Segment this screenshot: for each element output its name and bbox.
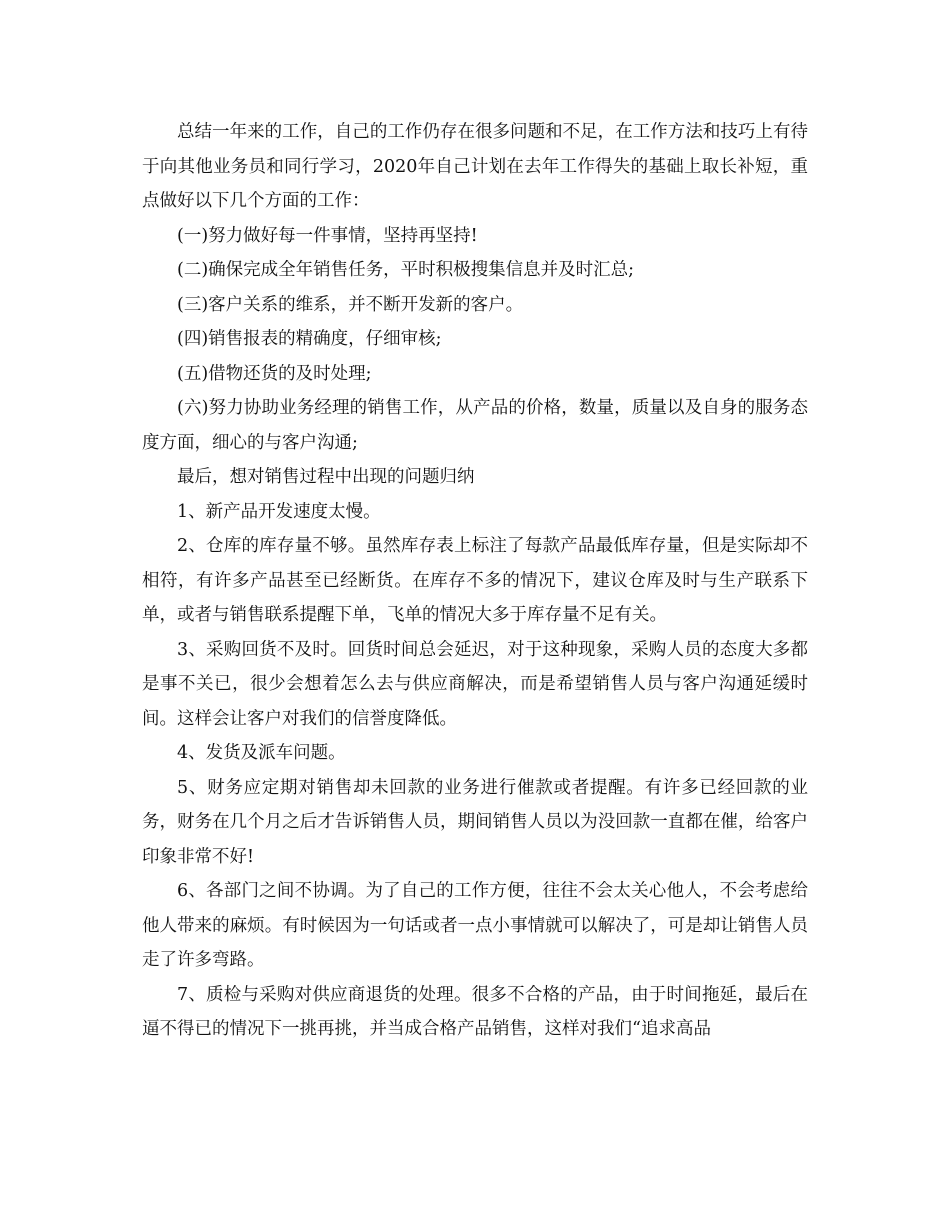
issue-item-3: 3、采购回货不及时。回货时间总会延迟，对于这种现象，采购人员的态度大多都是事不关已，很少会想着怎么去与供应商解决，而是希望销售人员与客户沟通延缓时间。这样会让客户对我们的信誉度降低。 bbox=[142, 639, 808, 729]
issue-item-5: 5、财务应定期对销售却未回款的业务进行催款或者提醒。有许多已经回款的业务，财务在几个月之后才告诉销售人员，期间销售人员以为没回款一直都在催，给客户印象非常不好! bbox=[142, 777, 808, 867]
plan-item-6: (六)努力协助业务经理的销售工作，从产品的价格，数量，质量以及自身的服务态度方面，细心的与客户沟通; bbox=[142, 398, 808, 453]
issue-item-7: 7、质检与采购对供应商退货的处理。很多不合格的产品，由于时间拖延，最后在逼不得已的情况下一挑再挑，并当成合格产品销售，这样对我们“追求高品 bbox=[142, 984, 808, 1039]
issue-item-2: 2、仓库的库存量不够。虽然库存表上标注了每款产品最低库存量，但是实际却不相符，有许多产品甚至已经断货。在库存不多的情况下，建议仓库及时与生产联系下单，或者与销售联系提醒下单，飞单的情况大多于库存量不足有关。 bbox=[142, 536, 808, 625]
plan-item-1: (一)努力做好每一件事情，坚持再坚持! bbox=[177, 225, 478, 246]
plan-item-3: (三)客户关系的维系，并不断开发新的客户。 bbox=[177, 294, 524, 315]
document-body bbox=[142, 115, 808, 1047]
plan-item-5: (五)借物还货的及时处理; bbox=[177, 363, 372, 384]
issue-item-6: 6、各部门之间不协调。为了自己的工作方便，往往不会太关心他人，不会考虑给他人带来的麻烦。有时候因为一句话或者一点小事情就可以解决了，可是却让销售人员走了许多弯路。 bbox=[142, 881, 808, 970]
plan-item-2: (二)确保完成全年销售任务，平时积极搜集信息并及时汇总; bbox=[177, 260, 635, 280]
issue-item-4: 4、发货及派车问题。 bbox=[177, 743, 346, 763]
summary-heading-paragraph: 最后，想对销售过程中出现的问题归纳 bbox=[177, 467, 475, 487]
intro-paragraph: 总结一年来的工作，自己的工作仍存在很多问题和不足，在工作方法和技巧上有待于向其他业务员和同行学习，2020年自己计划在去年工作得失的基础上取长补短，重点做好以下几个方面的工作： bbox=[142, 122, 808, 211]
plan-item-4: (四)销售报表的精确度，仔细审核; bbox=[177, 329, 442, 349]
issue-item-1: 1、新产品开发速度太慢。 bbox=[177, 501, 381, 522]
